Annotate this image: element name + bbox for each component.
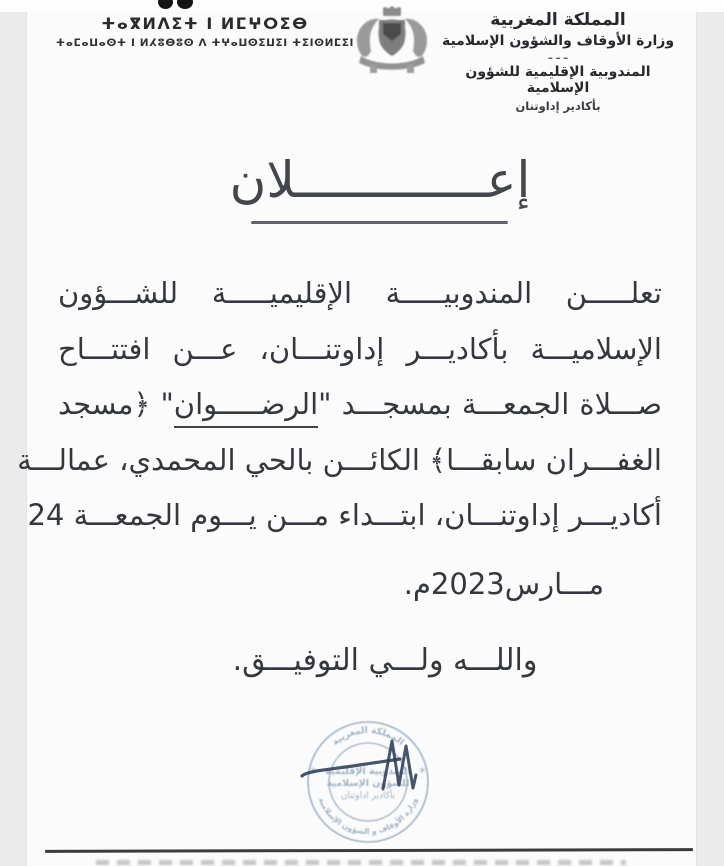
kingdom-title: المملكة المغربية bbox=[490, 10, 626, 30]
tifinagh-ministry-line: ⵜⴰⵎⴰⵡⴰⵙⵜ ⵏ ⵍⵃⵓⴱⵓⵙ ⴷ ⵜⵖⴰⵡⵙⵉⵡⵉⵏ ⵜⵉⵏⵙⵍⵎⵉⵏ bbox=[55, 37, 355, 49]
body-line-5: أكاديـــر إداوتنـــان، ابتـــداء مـــن يـــوم الجمعـــة 24 bbox=[27, 498, 662, 532]
delegation-title: المندوبية الإقليمية للشؤون الإسلامية bbox=[465, 64, 651, 96]
header-arabic-block bbox=[438, 10, 678, 113]
body-line-3 bbox=[58, 377, 662, 433]
official-round-stamp bbox=[283, 697, 453, 866]
stamp-seal bbox=[308, 722, 428, 842]
stamp-inner-line-1: المندوبية الإقليمية bbox=[325, 766, 411, 777]
body-line-4: الغفـــران سابقـــا﴾ الكائـــن بالحي المحمدي، عمالـــة bbox=[17, 442, 662, 477]
delegation-city: بأكادير إداوتنان bbox=[515, 99, 601, 113]
cropped-footer-text bbox=[96, 860, 626, 865]
body-line-2: الإسلاميـــة بأكاديـــر إداوتنـــان، عـــن افتتـــاح bbox=[58, 331, 662, 366]
stamp-ring-bottom-text: وزارة الأوقاف و الشؤون الإسلامية bbox=[316, 796, 420, 837]
title-underline bbox=[251, 221, 508, 224]
stamp-ring-top-text: المملكة المغربية bbox=[330, 725, 406, 748]
tifinagh-kingdom-line: ⵜⴰⴳⵍⴷⵉⵜ ⵏ ⵍⵎⵖⵔⵉⴱ bbox=[101, 14, 309, 33]
body-line-1: تعلـــــن المندوبيـــــة الإقليميـــــة للشـــؤون bbox=[58, 276, 662, 310]
announcement-title: إعـــــــــــــلان bbox=[229, 151, 531, 209]
mosque-name-underlined: الرضـــــوان bbox=[174, 387, 318, 428]
stamp-inner-line-2: للشؤون الإسلامية bbox=[326, 778, 410, 789]
body-line-3-pre: صـــلاة الجمعـــة بمسجـــد " bbox=[318, 387, 662, 421]
body-line-6: مـــارس2023م. bbox=[403, 566, 604, 601]
header-divider: ـ ـ ـ bbox=[548, 49, 568, 62]
stamp-star-left-icon: * bbox=[310, 766, 317, 781]
body-line-3-post: " ﴿مسجد bbox=[58, 387, 174, 421]
announcement-body bbox=[17, 266, 662, 612]
svg-text:المملكة المغربية bbox=[331, 726, 406, 748]
stamp-star-right-icon: * bbox=[419, 766, 426, 781]
ministry-title: وزارة الأوقاف والشؤون الإسلامية bbox=[441, 33, 675, 49]
header-tifinagh-block bbox=[38, 14, 372, 49]
morocco-coat-of-arms-icon bbox=[344, 6, 440, 78]
stamp-inner-line-3: بأكادير اداوتنان bbox=[340, 791, 396, 801]
closing-formula: واللـــه ولـــي التوفيـــق. bbox=[232, 643, 538, 678]
